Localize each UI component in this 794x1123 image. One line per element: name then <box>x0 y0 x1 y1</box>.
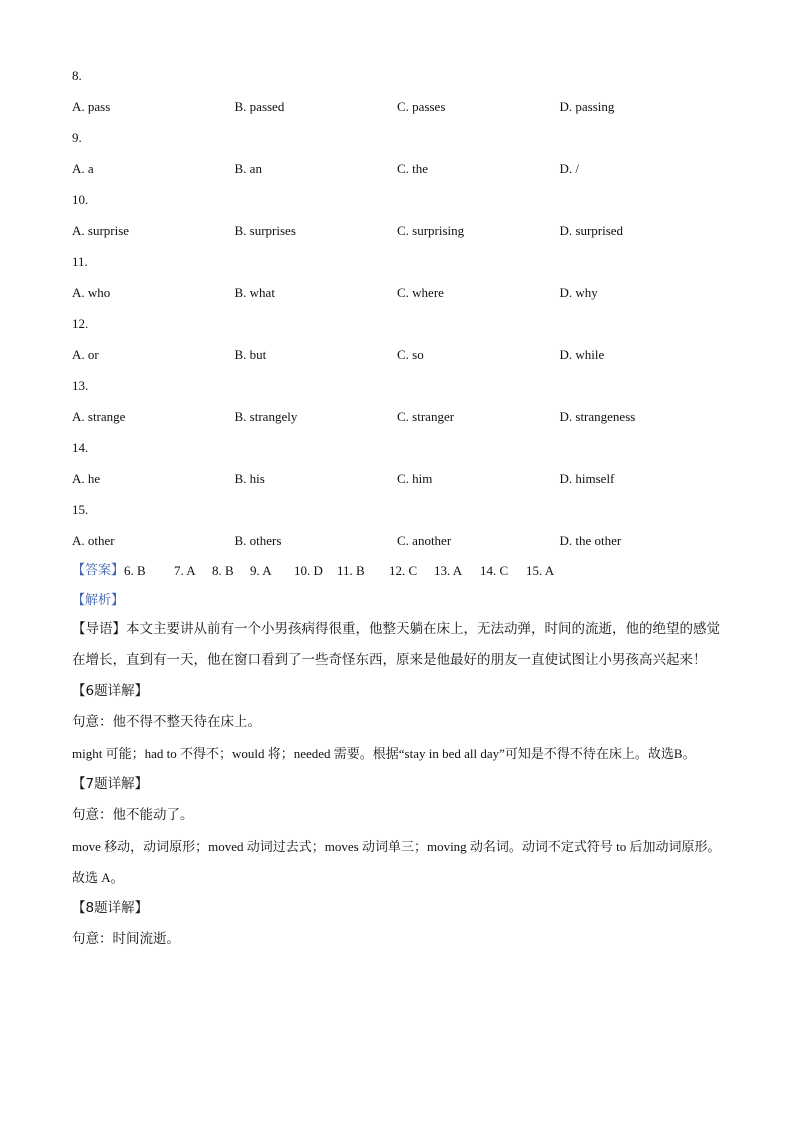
options-row <box>72 339 722 370</box>
option-c: C. surprising <box>397 223 465 238</box>
option-c: C. another <box>397 533 452 548</box>
option-d: D. why <box>559 285 598 300</box>
option-a: A. a <box>72 161 94 176</box>
answer-item: 9. A <box>250 563 272 578</box>
option-c: C. so <box>397 347 424 362</box>
option-d: D. passing <box>559 99 615 114</box>
analysis-heading <box>72 586 722 614</box>
option-b: B. passed <box>234 99 285 114</box>
option-a: A. surprise <box>72 223 130 238</box>
options-row <box>72 401 722 432</box>
detail-heading: 【7题详解】 <box>72 776 149 792</box>
detail-meaning: 句意：时间流逝。 <box>72 931 180 947</box>
options-row <box>72 91 722 122</box>
answer-item: 15. A <box>526 563 555 578</box>
detail-meaning: 句意：他不能动了。 <box>72 807 194 823</box>
option-a: A. or <box>72 347 99 362</box>
option-b: B. but <box>234 347 267 362</box>
question-number: 10. <box>72 192 89 207</box>
answer-item: 10. D <box>294 563 323 578</box>
question-number: 8. <box>72 68 82 83</box>
question-number: 9. <box>72 130 82 145</box>
option-b: B. an <box>234 161 262 176</box>
question-list <box>72 60 722 556</box>
option-a: A. pass <box>72 99 111 114</box>
option-d: D. the other <box>559 533 622 548</box>
detail-sections <box>72 676 722 955</box>
option-a: A. other <box>72 533 115 548</box>
detail-heading: 【8题详解】 <box>72 900 149 916</box>
answer-item: 7. A <box>174 563 196 578</box>
option-b: B. what <box>234 285 275 300</box>
guide-paragraph: 【导语】本文主要讲从前有一个小男孩病得很重，他整天躺在床上，无法动弹，时间的流逝，他的绝望的感觉在增长，直到有一天，他在窗口看到了一些奇怪东西，原来是他最好的朋友一直使试图让小男孩高兴起来！ <box>72 621 720 668</box>
option-b: B. strangely <box>234 409 298 424</box>
options-row <box>72 525 722 556</box>
answer-line <box>72 556 722 586</box>
detail-heading: 【6题详解】 <box>72 683 149 699</box>
options-row <box>72 277 722 308</box>
option-a: A. he <box>72 471 101 486</box>
option-a: A. strange <box>72 409 126 424</box>
option-b: B. surprises <box>234 223 296 238</box>
option-c: C. where <box>397 285 444 300</box>
question-number: 15. <box>72 502 89 517</box>
document-page <box>72 60 722 955</box>
question-number: 11. <box>72 254 88 269</box>
answer-item: 8. B <box>212 563 234 578</box>
option-c: C. stranger <box>397 409 455 424</box>
option-d: D. strangeness <box>559 409 636 424</box>
options-row <box>72 153 722 184</box>
answer-item: 12. C <box>389 563 418 578</box>
answer-label: 【答案】 <box>72 563 125 578</box>
question-number: 13. <box>72 378 89 393</box>
option-b: B. his <box>234 471 265 486</box>
option-c: C. passes <box>397 99 446 114</box>
detail-meaning: 句意：他不得不整天待在床上。 <box>72 714 261 730</box>
answer-item: 14. C <box>480 563 509 578</box>
detail-explanation: move 移动，动词原形；moved 动词过去式；moves 动词单三；moving 动名词。动词不定式符号 to 后加动词原形。故选 A。 <box>72 839 721 885</box>
answer-item: 11. B <box>337 563 365 578</box>
answer-item: 6. B <box>124 563 146 578</box>
option-d: D. / <box>559 161 579 176</box>
option-d: D. surprised <box>559 223 624 238</box>
options-row <box>72 463 722 494</box>
option-d: D. while <box>559 347 605 362</box>
options-row <box>72 215 722 246</box>
option-c: C. the <box>397 161 429 176</box>
option-d: D. himself <box>559 471 615 486</box>
answer-item: 13. A <box>434 563 463 578</box>
analysis-label: 【解析】 <box>72 593 125 608</box>
detail-explanation: might 可能；had to 不得不；would 将；needed 需要。根据“stay in bed all day”可知是不得不待在床上。故选B。 <box>72 746 696 761</box>
option-a: A. who <box>72 285 111 300</box>
question-number: 12. <box>72 316 89 331</box>
option-c: C. him <box>397 471 433 486</box>
question-number: 14. <box>72 440 89 455</box>
answer-items <box>124 556 566 586</box>
option-b: B. others <box>234 533 282 548</box>
